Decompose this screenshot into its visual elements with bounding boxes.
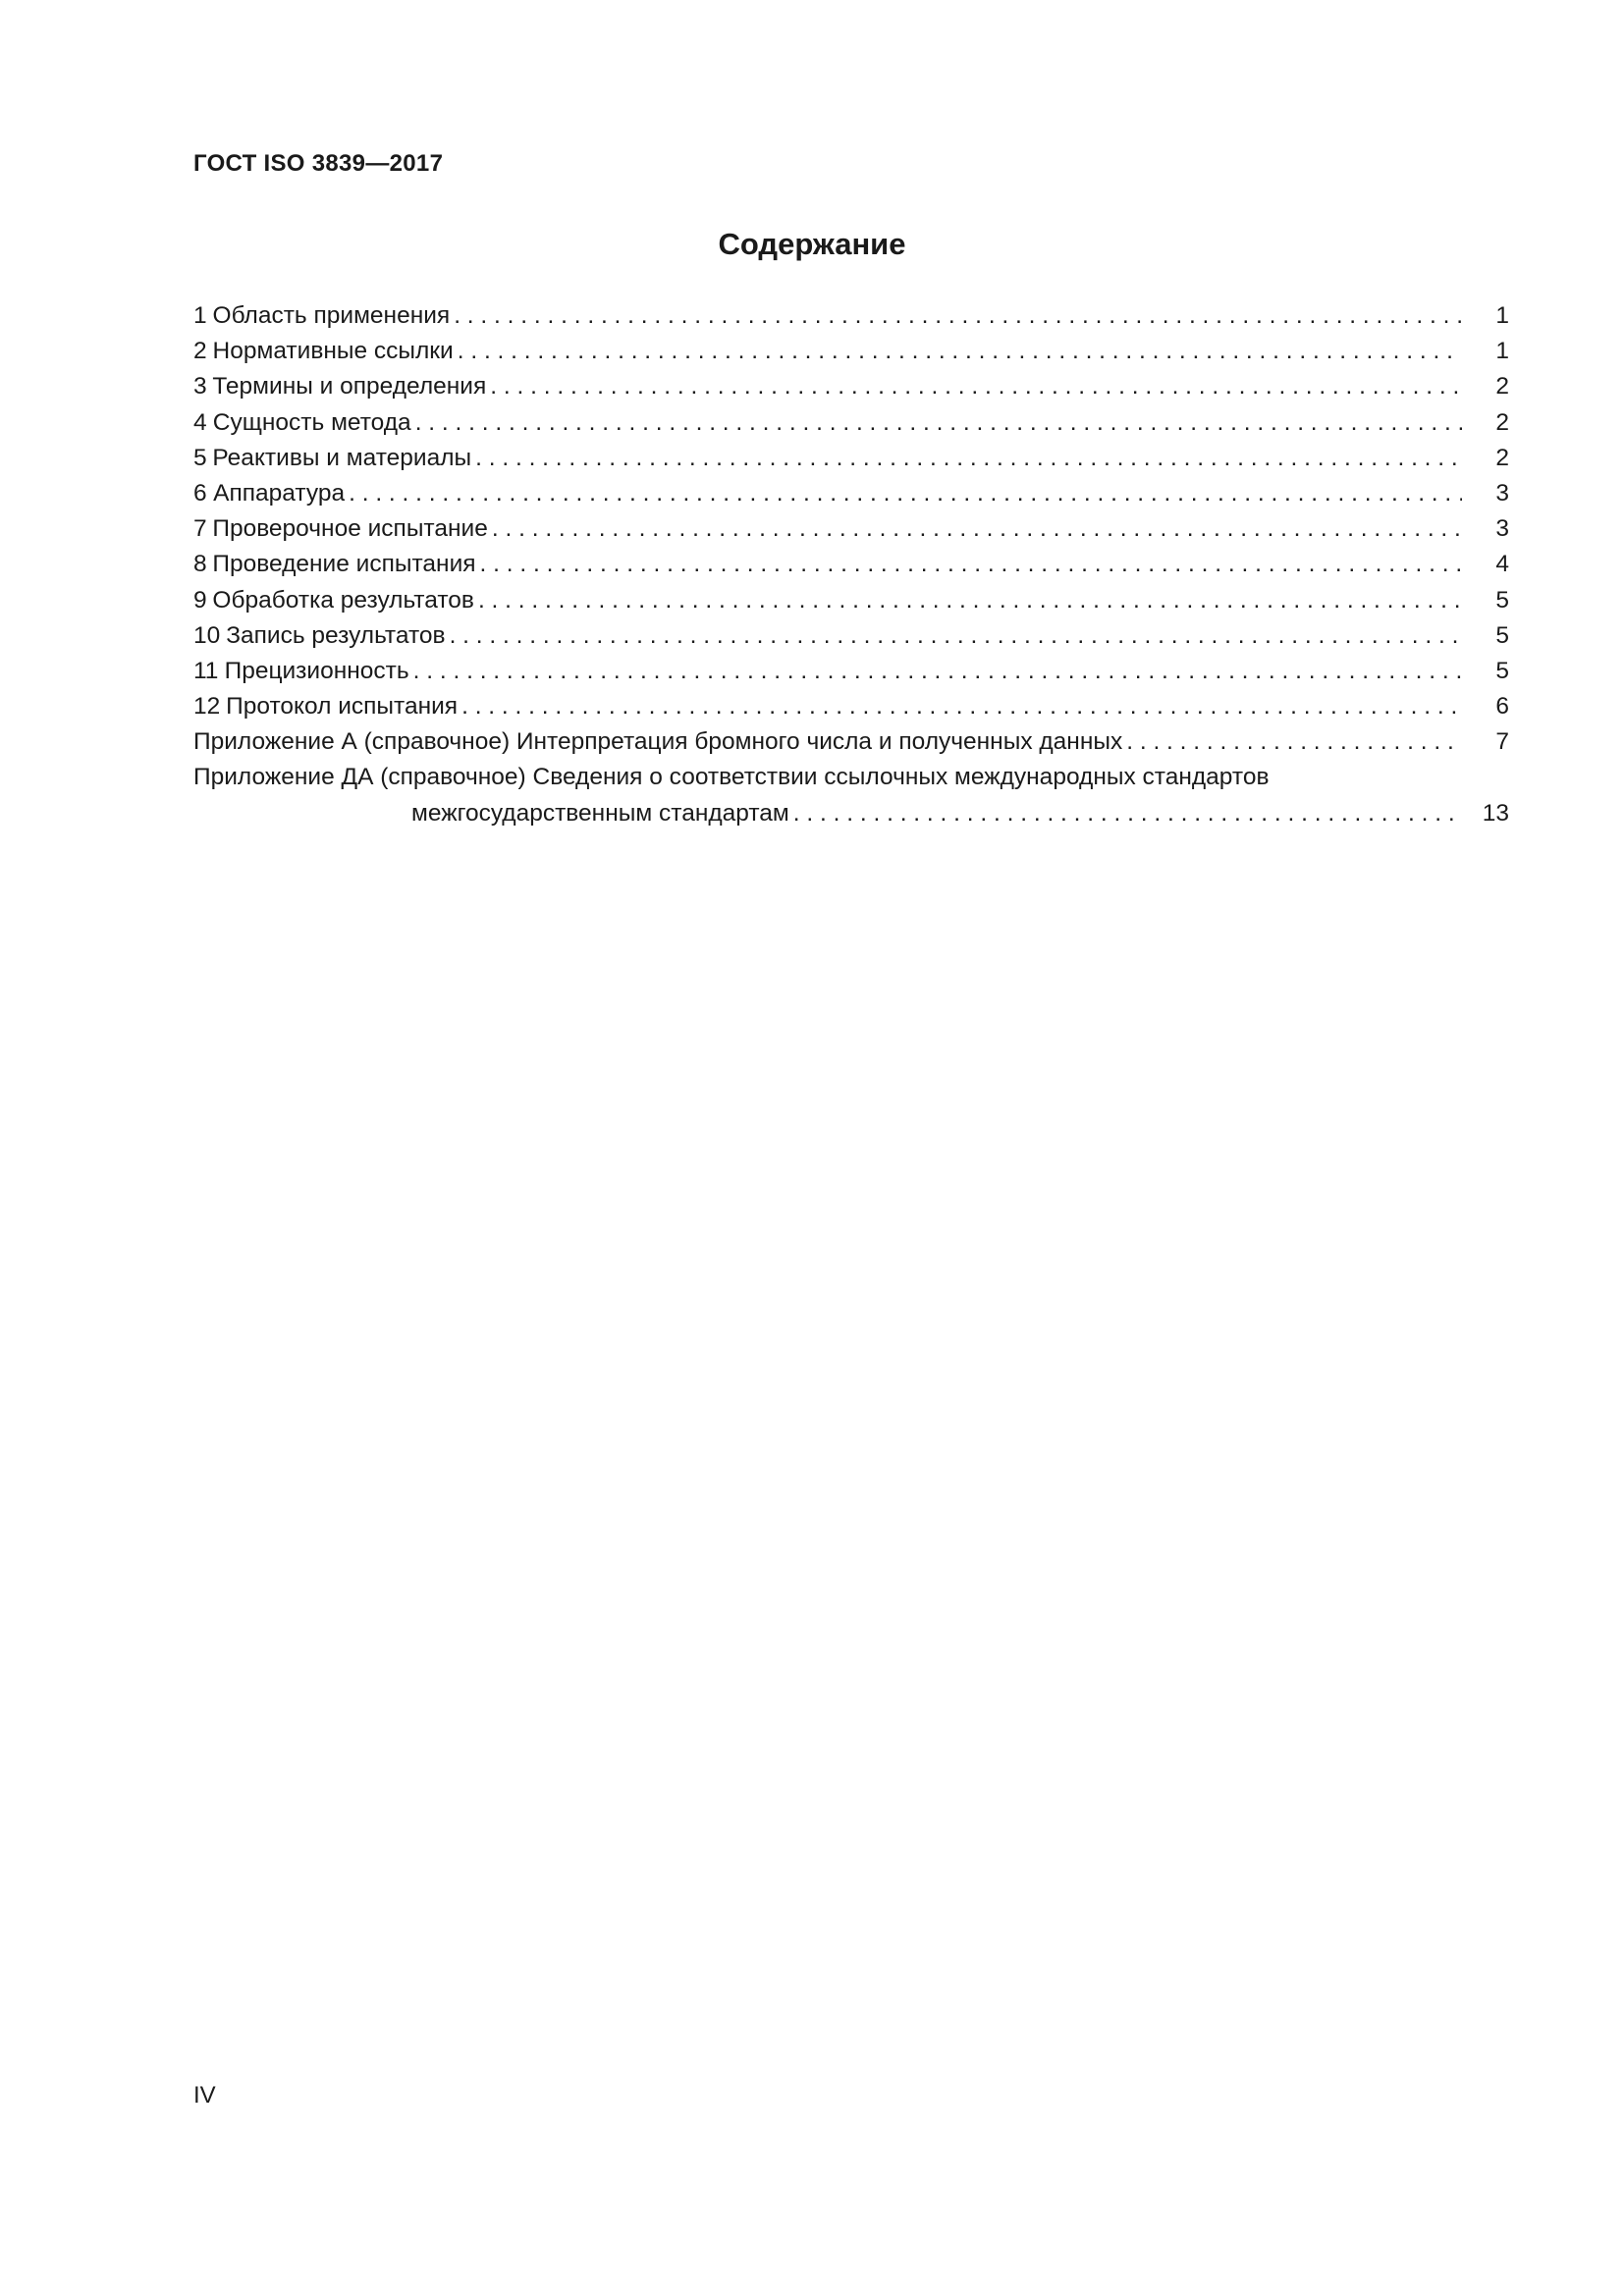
toc-entry-page: 5	[1495, 657, 1509, 684]
toc-entry-appendix-da[interactable]	[193, 760, 1509, 830]
toc-entry-label-line1: Приложение ДА (справочное) Сведения о соответствии ссылочных международных стандартов	[193, 764, 1270, 791]
toc-entry-label: Реактивы и материалы	[212, 444, 472, 471]
dot-leader	[450, 618, 1462, 654]
toc-entry-number: 8	[193, 551, 207, 578]
toc-entry-appendix-a[interactable]	[193, 724, 1509, 760]
toc-entry-page: 6	[1495, 693, 1509, 721]
toc-entry-page: 2	[1495, 408, 1509, 436]
toc-entry-label: Прецизионность	[224, 657, 409, 684]
toc-entry-label: Термины и определения	[212, 373, 487, 400]
toc-entry-page: 1	[1495, 302, 1509, 329]
toc-entry-number: 12	[193, 693, 221, 721]
dot-leader	[458, 334, 1462, 369]
toc-entry-number: 7	[193, 515, 207, 543]
dot-leader	[1126, 724, 1462, 760]
toc-entry-label: Запись результатов	[226, 621, 446, 649]
toc-entry-label: Приложение А (справочное) Интерпретация бромного числа и полученных данных	[193, 728, 1123, 756]
dot-leader	[492, 511, 1462, 547]
toc-title: Содержание	[718, 227, 906, 261]
dot-leader	[480, 547, 1462, 582]
toc-entry-number: 1	[193, 302, 207, 329]
toc-entry-label: Аппаратура	[213, 479, 346, 507]
toc-entry-label: Обработка результатов	[212, 586, 474, 614]
toc-entry-label: Область применения	[212, 302, 451, 329]
dot-leader	[490, 369, 1462, 404]
toc-entry-page: 3	[1495, 515, 1509, 543]
toc-entry-12[interactable]	[193, 689, 1509, 724]
toc-entry-page: 5	[1495, 621, 1509, 649]
dot-leader	[793, 796, 1462, 831]
toc-entry-number: 6	[193, 479, 207, 507]
toc-entry-label: Сущность метода	[212, 408, 411, 436]
dot-leader	[349, 476, 1462, 511]
toc-entry-1[interactable]	[193, 298, 1509, 334]
dot-leader	[454, 298, 1462, 334]
toc-entry-10[interactable]	[193, 618, 1509, 654]
toc-entry-label: Протокол испытания	[226, 693, 459, 721]
toc-entry-page: 7	[1495, 728, 1509, 756]
toc-entry-page: 13	[1482, 799, 1509, 827]
toc-entry-number: 4	[193, 408, 207, 436]
toc-entry-label: Проведение испытания	[212, 551, 476, 578]
toc-entry-page: 1	[1495, 338, 1509, 365]
page-number: IV	[193, 2082, 216, 2109]
toc-entry-page: 5	[1495, 586, 1509, 614]
toc-entry-11[interactable]	[193, 654, 1509, 689]
toc-entry-label: Проверочное испытание	[212, 515, 488, 543]
toc-entry-number: 9	[193, 586, 207, 614]
toc-entry-4[interactable]	[193, 405, 1509, 441]
toc-entry-5[interactable]	[193, 441, 1509, 476]
toc-entry-6[interactable]	[193, 476, 1509, 511]
toc-entry-page: 3	[1495, 479, 1509, 507]
toc-entry-label: Нормативные ссылки	[212, 338, 454, 365]
dot-leader	[413, 654, 1462, 689]
toc-entry-2[interactable]	[193, 334, 1509, 369]
table-of-contents	[193, 298, 1509, 831]
dot-leader	[461, 689, 1462, 724]
toc-entry-number: 5	[193, 444, 207, 471]
toc-entry-number: 2	[193, 338, 207, 365]
toc-entry-number: 3	[193, 373, 207, 400]
dot-leader	[415, 405, 1462, 441]
toc-entry-9[interactable]	[193, 583, 1509, 618]
toc-entry-number: 10	[193, 621, 221, 649]
toc-entry-8[interactable]	[193, 547, 1509, 582]
dot-leader	[475, 441, 1462, 476]
toc-entry-page: 4	[1495, 551, 1509, 578]
dot-leader	[478, 583, 1462, 618]
document-designation: ГОСТ ISO 3839—2017	[193, 150, 444, 177]
toc-entry-page: 2	[1495, 444, 1509, 471]
toc-entry-3[interactable]	[193, 369, 1509, 404]
toc-entry-number: 11	[193, 657, 219, 684]
toc-entry-label-line2: межгосударственным стандартам	[411, 799, 789, 827]
toc-entry-page: 2	[1495, 373, 1509, 400]
toc-entry-7[interactable]	[193, 511, 1509, 547]
